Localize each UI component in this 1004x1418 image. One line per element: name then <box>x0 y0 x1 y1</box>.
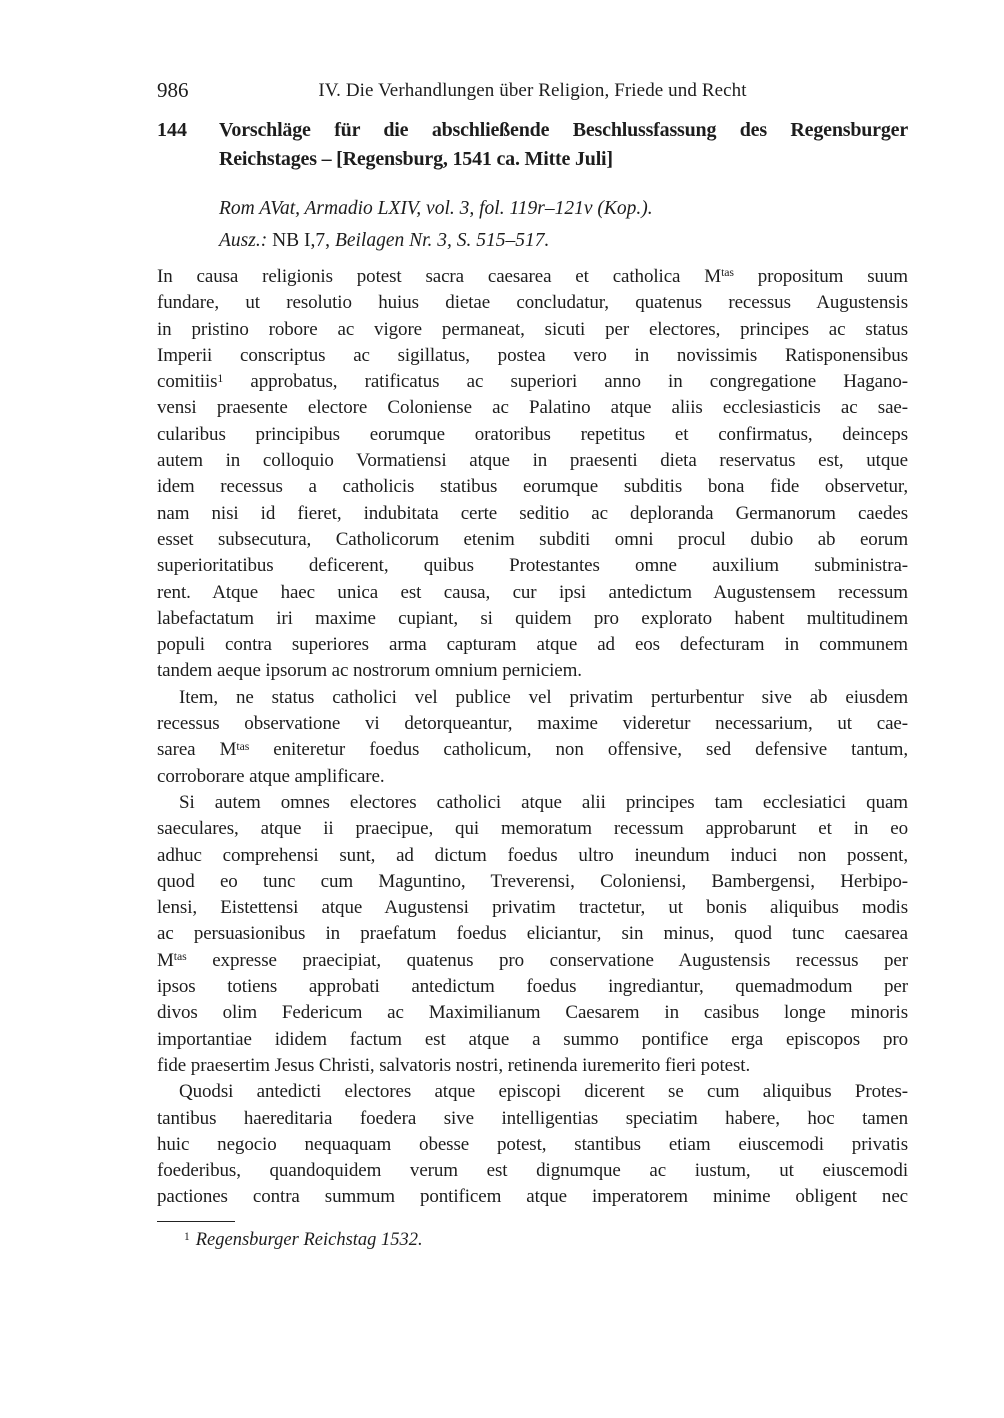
source-citation <box>219 193 908 256</box>
footnote-text: Regensburger Reichstag 1532. <box>195 1230 423 1250</box>
text-line: comitiis$^1$ approbatus, ratificatus ac superiori anno in congregatione Hagano- <box>157 371 908 393</box>
footnote-marker: 1 <box>184 1230 190 1243</box>
footnote-rule <box>157 1221 235 1222</box>
text-line: Quodsi antedicti electores atque episcopi dicerent se cum aliquibus Protes- <box>179 1081 908 1103</box>
text-line: Si autem omnes electores catholici atque alii principes tam ecclesiatici quam <box>179 791 908 813</box>
text-line: vensi praesente electore Coloniense ac Palatino atque aliis ecclesiasticis ac sae- <box>157 397 908 419</box>
excerpt-reference: NB I,7, <box>272 229 335 251</box>
text-line: nam nisi id fieret, indubitata certe seditio ac deploranda Germanorum caedes <box>157 502 908 524</box>
footnote <box>157 1221 908 1253</box>
text-line: pactiones contra summum pontificem atque imperatorem minime obligent nec <box>157 1186 908 1208</box>
running-header: IV. Die Verhandlungen über Religion, Friede und Recht <box>318 80 747 101</box>
text-line: autem in colloquio Vormatiensi atque in praesenti dieta reservatus est, utque <box>157 450 908 472</box>
body-paragraph <box>157 685 908 790</box>
text-line: ipsos totiens approbati antedictum foedus ingrediantur, quemadmodum per <box>157 976 908 998</box>
document-title-line: Vorschläge für die abschließende Beschlussfassung des Regensburger <box>219 119 908 141</box>
body-text <box>157 264 908 1211</box>
text-line: in pristino robore ac vigore permaneat, sicuti per electores, principes ac status <box>157 318 908 340</box>
source-line: Rom AVat, Armadio LXIV, vol. 3, fol. 119r–121v (Kop.). <box>219 198 653 219</box>
excerpt-detail: Beilagen Nr. 3, S. 515–517. <box>334 229 550 251</box>
text-line: idem recessus a catholicis statibus eorumque subditis bona fide observetur, <box>157 476 908 498</box>
text-line: Imperii conscriptus ac sigillatus, postea vero in novissimis Ratisponensibus <box>157 344 908 366</box>
text-line: cularibus principibus eorumque oratoribus repetitus et confirmatus, deinceps <box>157 423 908 445</box>
footnote-line <box>157 1227 908 1253</box>
page-header <box>157 78 908 104</box>
text-line: labefactatum iri maxime cupiant, si quidem pro explorato habent multitudinem <box>157 607 908 629</box>
text-line: recessus observatione vi detorqueantur, maxime videretur necessarium, ut cae- <box>157 713 908 735</box>
text-line: rent. Atque haec unica est causa, cur ipsi antedictum Augustensem recessum <box>157 581 908 603</box>
document-number: 144 <box>157 119 187 141</box>
document-title-line: Reichstages – [Regensburg, 1541 ca. Mitte Juli] <box>219 148 613 170</box>
text-line: tantibus haereditaria foedera sive intelligentias speciatim habere, hoc tamen <box>157 1107 908 1129</box>
excerpt-line <box>219 225 908 257</box>
document-title <box>219 116 908 174</box>
text-line: corroborare atque amplificare. <box>157 765 385 787</box>
body-paragraph <box>157 790 908 1079</box>
text-line: importantiae ididem factum est atque a summo pontifice erga episcopos pro <box>157 1028 908 1050</box>
text-line: In causa religionis potest sacra caesarea et catholica $M^{tas}$ propositum suum <box>157 266 908 287</box>
text-line: Item, ne status catholici vel publice vel privatim perturbentur sive ab eiusdem <box>179 686 908 708</box>
text-line: fide praesertim Jesus Christi, salvatoris nostri, retinenda iuremerito fieri potest. <box>157 1054 751 1076</box>
text-line: huic negocio nequaquam obesse potest, stantibus etiam eiuscemodi privatis <box>157 1133 908 1155</box>
text-line: fundare, ut resolutio huius dietae concludatur, quatenus recessus Augustensis <box>157 292 908 314</box>
body-paragraph <box>157 1079 908 1210</box>
text-line: sarea $M^{tas}$ eniteretur foedus catholicum, non offensive, sed defensive tantum, <box>157 739 908 761</box>
text-line: tandem aeque ipsorum ac nostrorum omnium perniciem. <box>157 660 582 682</box>
text-line: populi contra superiores arma capturam atque ad eos defecturam in communem <box>157 634 908 656</box>
text-line: ac persuasionibus in praefatum foedus eliciantur, sin minus, quod tunc caesarea <box>157 923 908 945</box>
document-heading <box>157 116 908 174</box>
text-line: superioritatibus deficerent, quibus Protestantes omne auxilium subministra- <box>157 555 908 577</box>
page-number: 986 <box>157 78 189 102</box>
text-line: adhuc comprehensi sunt, ad dictum foedus ultro ineundum induci non possent, <box>157 844 908 866</box>
excerpt-label: Ausz.: <box>219 229 273 251</box>
text-line: divos olim Federicum ac Maximilianum Caesarem in casibus longe minoris <box>157 1002 908 1024</box>
text-line: lensi, Eistettensi atque Augustensi privatim tractetur, ut bonis aliquibus modis <box>157 897 908 919</box>
text-line: saeculares, atque ii praecipue, qui memoratum recessum approbarunt et in eo <box>157 818 908 840</box>
body-paragraph <box>157 264 908 685</box>
text-line: foederibus, quandoquidem verum est dignumque ac iustum, ut eiuscemodi <box>157 1160 908 1182</box>
text-line: quod eo tunc cum Maguntino, Treverensi, Coloniensi, Bambergensi, Herbipo- <box>157 870 908 892</box>
text-line: $M^{tas}$ expresse praecipiat, quatenus pro conservatione Augustensis recessus per <box>157 949 908 971</box>
text-line: esset subsecutura, Catholicorum etenim subditi omni procul dubio ab eorum <box>157 528 908 550</box>
